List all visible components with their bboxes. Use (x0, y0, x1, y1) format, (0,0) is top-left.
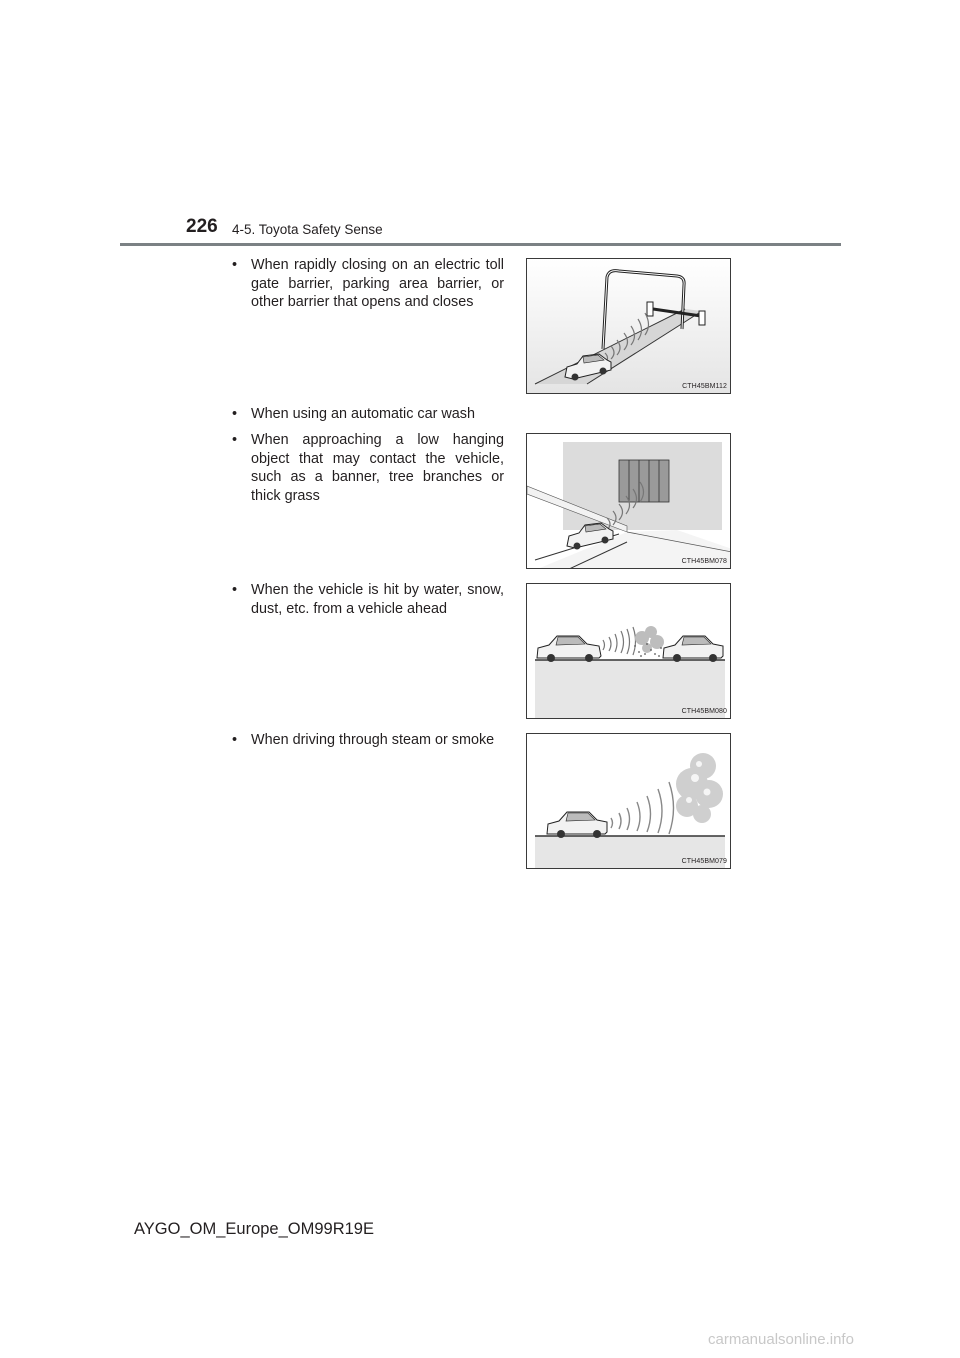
figure-code: CTH45BM078 (681, 558, 727, 565)
bullet-text: When rapidly closing on an electric toll gate barrier, parking area barrier, or other barrier that opens and closes (251, 257, 504, 310)
figure-code: CTH45BM112 (682, 383, 727, 390)
figure-spray-from-vehicle-ahead (526, 583, 731, 719)
bullet-text: When approaching a low hanging object that may contact the vehicle, such as a banner, tree branches or thick grass (251, 432, 504, 504)
steam-or-smoke-illustration (527, 734, 731, 869)
bullet-item (232, 256, 504, 312)
bullet-dot: • (232, 257, 238, 273)
bullet-dot: • (232, 432, 238, 448)
bullet-text: When the vehicle is hit by water, snow, dust, etc. from a vehicle ahead (251, 582, 504, 617)
bullet-dot: • (232, 732, 238, 748)
footer-doc-id: AYGO_OM_Europe_OM99R19E (134, 1220, 374, 1238)
figure-code: CTH45BM079 (681, 858, 727, 865)
bullet-item (232, 581, 504, 618)
figure-toll-gate-barrier (526, 258, 731, 394)
page-number: 226 (186, 216, 218, 237)
figure-steam-or-smoke (526, 733, 731, 869)
header-rule (120, 243, 841, 246)
figure-code: CTH45BM080 (681, 708, 727, 715)
bullet-text: When driving through steam or smoke (251, 732, 495, 748)
bullet-dot: • (232, 582, 238, 598)
bullet-item (232, 405, 504, 424)
bullet-dot: • (232, 406, 238, 422)
spray-from-vehicle-ahead-illustration (527, 584, 731, 719)
section-title: 4-5. Toyota Safety Sense (232, 222, 383, 237)
bullet-item (232, 431, 504, 505)
watermark: carmanualsonline.info (708, 1331, 854, 1348)
toll-gate-illustration (527, 259, 731, 394)
figure-low-hanging-object (526, 433, 731, 569)
low-hanging-object-illustration (527, 434, 731, 569)
bullet-text: When using an automatic car wash (251, 406, 475, 422)
bullet-item (232, 731, 504, 750)
